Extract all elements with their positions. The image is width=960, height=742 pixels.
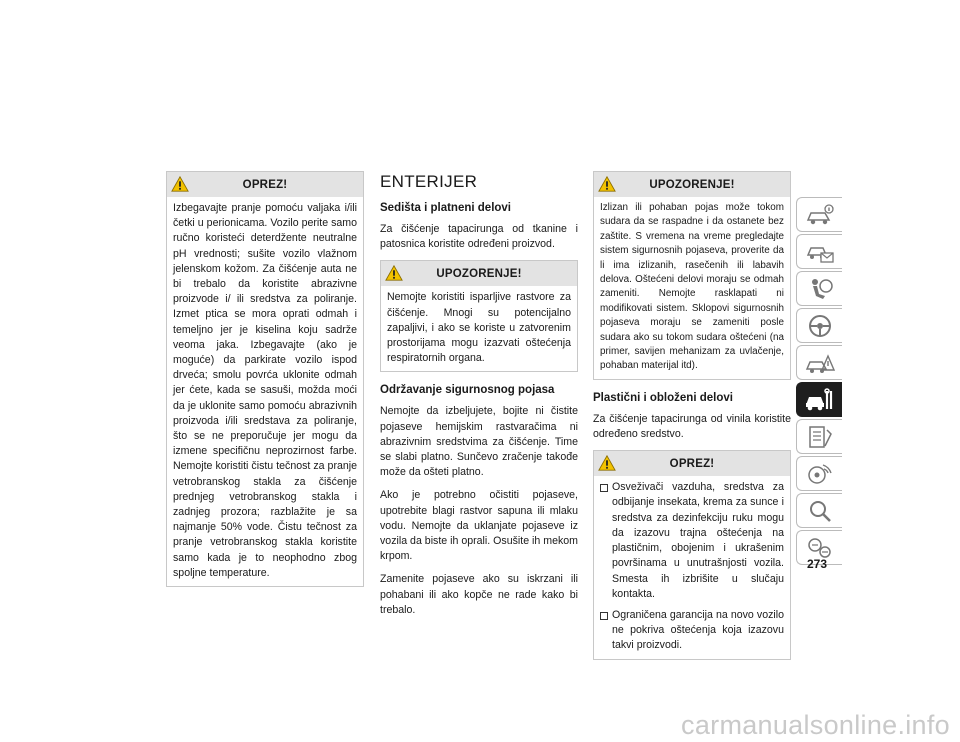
tab-specifications[interactable]	[796, 419, 842, 454]
watermark: carmanualsonline.info	[681, 710, 950, 740]
list-item	[600, 608, 784, 654]
seats-paragraph: Za čišćenje tapacirunga od tkanine i patosnica koristite određeni proizvod.	[380, 223, 578, 251]
tab-multimedia[interactable]	[796, 456, 842, 491]
plastic-heading: Plastični i obloženi delovi	[593, 391, 733, 404]
warning-title: UPOZORENJE!	[649, 178, 735, 191]
warning-text: Nemojte koristiti isparljive rastvore za čišćenje. Mnogi su potencijalno zapaljivi, i ako se koriste u zatvorenim prostorijama mogu izazvati oštećenja respiratornih organa.	[387, 291, 571, 365]
seats-heading: Sedišta i platneni delovi	[380, 202, 512, 214]
plastic-paragraph: Za čišćenje tapacirunga od vinila koristite određeno sredstvo.	[593, 412, 791, 441]
search-icon	[805, 498, 835, 524]
caution-title: OPREZ!	[669, 457, 715, 470]
warning-box-middle	[380, 260, 578, 372]
tab-airbag[interactable]	[796, 271, 842, 306]
caution-title: OPREZ!	[242, 178, 288, 191]
car-maintenance-icon	[805, 387, 835, 413]
chapter-tabs	[796, 197, 842, 567]
right-column	[593, 171, 791, 660]
middle-column	[380, 171, 578, 626]
belts-paragraph-2: Ako je potrebno očistiti pojaseve, upotrebite blagi rastvor sapuna ili mlaku vodu. Nemojte da uklanjate pojaseve iz vozila da biste ih oprali. Osušite ih mekom krpom.	[380, 489, 578, 563]
steering-wheel-icon	[805, 313, 835, 339]
warning-triangle-icon	[385, 264, 403, 282]
warning-text: Izlizan ili pohaban pojas može tokom sudara da se raspadne i da ostanete bez zaštite. S vremena na vreme pregledajte sistem sigurnosnih pojaseva, proverite da li ima izlizanih, rasečenih ili labavih delova. Oštećeni delovi moraju se odmah zameniti. Nemojte rasklapati ni modifikovati sistem. Sklopovi sigurnosnih pojaseva moraju se zameniti posle sudara ako su tokom sudara oštećeni (na primer, savijen mehanizam za uvlačenje, pohaban materijal itd).	[600, 202, 784, 372]
caution-text: Izbegavajte pranje pomoću valjaka i/ili četki u perionicama. Vozilo perite samo ručno koristeći deterdžente neutralne pH vrednosti; sušite vozilo vlažnom jelenskom kožom. Za čišćenje auta ne bi trebalo da koristite abrazivne proizvode i/ ili sredstva za poliranje. Izmet ptica se mora oprati odmah i temeljno jer je kiselina koju sadrže veoma jaka. Izbegavajte (ako je moguće) da parkirate vozilo ispod drveća; smolu povrća uklonite odmah jer ćete, kada se sasuši, možda moći da je uklonite samo pomoću abrazivnih proizvoda i/ili sredstava za poliranje, što se ne preporučuje jer mogu da izmene specifičnu neprozirnost farbe. Nemojte koristiti čistu tečnost za pranje vetrobranskog stakla za čišćenje prednjeg vetrobranskog stakla i zadnjeg prozora; razblažite je sa najmanje 50% vode. Čistu tečnost za pranje vetrobranskog stakla koristite samo kada je to neophodno zbog spoljne temperature.	[173, 202, 357, 579]
car-breakdown-icon	[805, 350, 835, 376]
belts-paragraph-3: Zamenite pojaseve ako su iskrzani ili pohabani ili ako kopče ne rade kako bi trebalo.	[380, 573, 578, 616]
car-info-icon	[805, 202, 835, 228]
warning-triangle-icon	[598, 175, 616, 193]
tab-maintenance[interactable]	[796, 382, 842, 417]
caution-list	[594, 476, 790, 658]
page-number: 273	[806, 557, 828, 571]
belts-paragraph-1: Nemojte da izbeljujete, bojite ni čistite pojaseve hemijskim rastvaračima ni abrazivnim sredstvima za čišćenje. Time se slabi platno. Sunčevo zračenje takođe može da ošteti platno.	[380, 405, 578, 479]
section-title: ENTERIJER	[380, 172, 478, 191]
caution-header	[594, 451, 790, 476]
caution-header	[167, 172, 363, 197]
checkbox-square-icon	[600, 484, 608, 492]
tab-search[interactable]	[796, 493, 842, 528]
multimedia-icon	[805, 461, 835, 487]
specifications-icon	[805, 424, 835, 450]
warning-header	[594, 172, 790, 197]
warning-title: UPOZORENJE!	[436, 267, 522, 280]
tab-breakdown[interactable]	[796, 345, 842, 380]
caution-box-right	[593, 450, 791, 659]
left-column	[166, 171, 364, 587]
tab-car-mail[interactable]	[796, 234, 842, 269]
checkbox-square-icon	[600, 612, 608, 620]
belts-heading: Održavanje sigurnosnog pojasa	[380, 384, 555, 397]
caution-box-left	[166, 171, 364, 587]
list-item-text: Osveživači vazduha, sredstva za odbijanje insekata, krema za sunce i sredstva za dezinfekciju ruku mogu da izazovu trajna oštećenja na plastičnim, obojenim i ukrašenim površinama u unutrašnjosti vozila. Smesta ih izbrišite u slučaju kontakta.	[612, 481, 784, 600]
tab-steering[interactable]	[796, 308, 842, 343]
list-item	[600, 480, 784, 602]
warning-header	[381, 261, 577, 286]
tab-car-info[interactable]	[796, 197, 842, 232]
list-item-text: Ograničena garancija na novo vozilo ne pokriva oštećenja koja izazovu takvi proizvodi.	[612, 608, 784, 652]
warning-triangle-icon	[598, 454, 616, 472]
car-mail-icon	[805, 239, 835, 265]
airbag-icon	[805, 276, 835, 302]
warning-triangle-icon	[171, 175, 189, 193]
warning-box-right	[593, 171, 791, 380]
